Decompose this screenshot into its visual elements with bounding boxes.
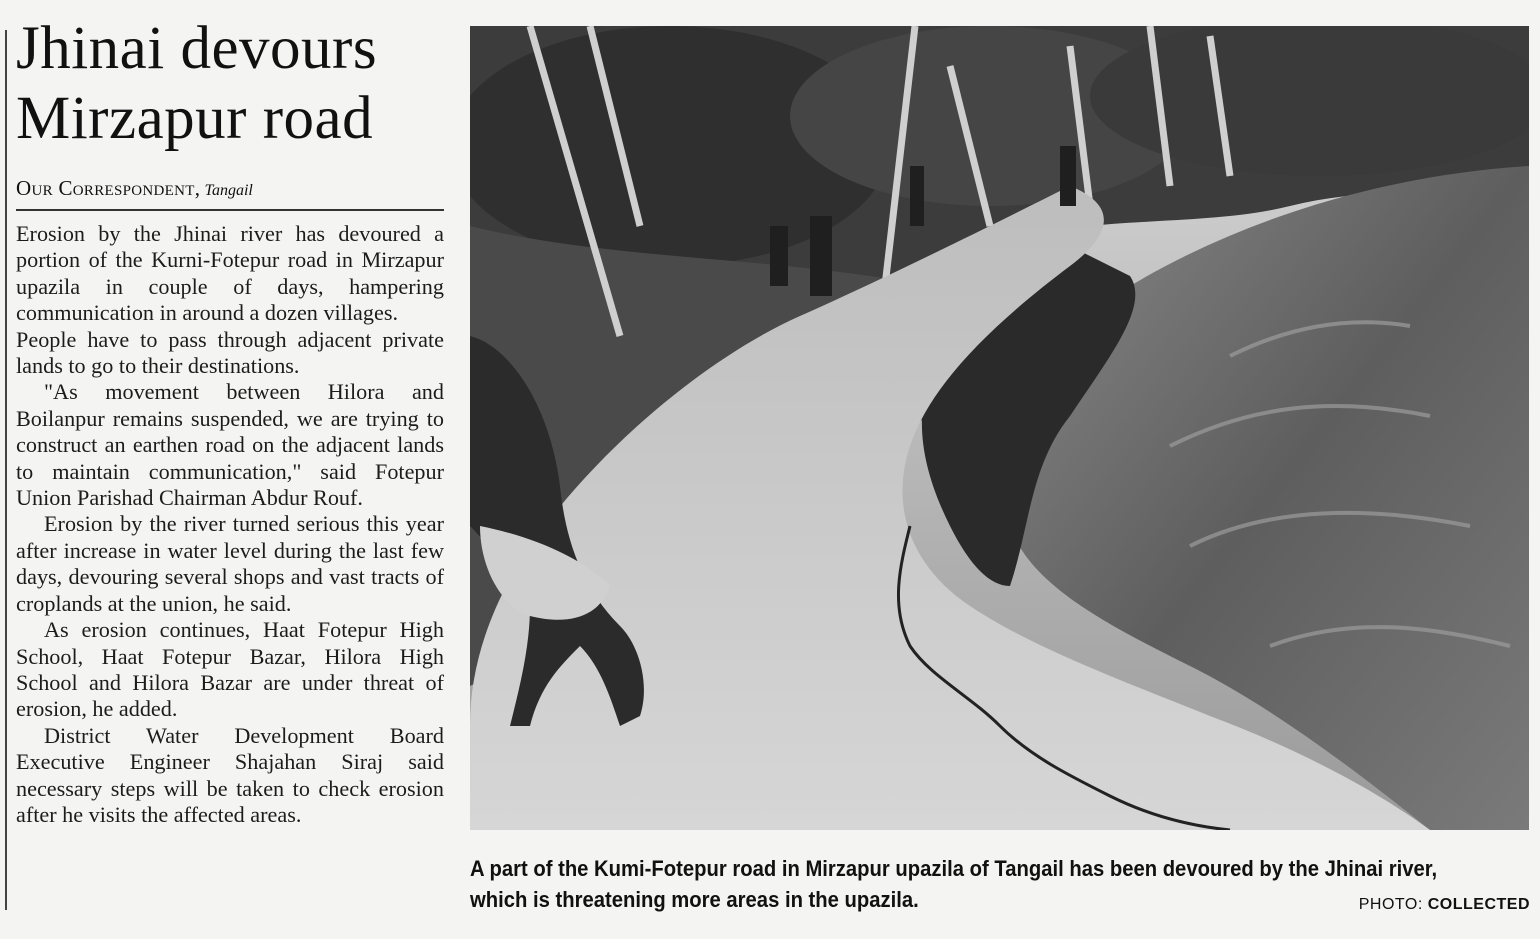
byline <box>16 176 444 211</box>
paragraph-4: Erosion by the river turned serious this year after increase in water level during the last few days, devouring several shops and vast tracts of croplands at the union, he said. <box>16 511 444 616</box>
photo-caption: A part of the Kumi-Fotepur road in Mirzapur upazila of Tangail has been devoured by the Jhinai river, which is threatening more areas in the upazila. <box>470 856 1438 912</box>
credit-source: COLLECTED <box>1427 896 1530 913</box>
paragraph-5: As erosion continues, Haat Fotepur High School, Haat Fotepur Bazar, Hilora High School and Hilora Bazar are under threat of erosion, he added. <box>16 617 444 722</box>
paragraph-1: Erosion by the Jhinai river has devoured a portion of the Kurni-Fotepur road in Mirzapur upazila in couple of days, hampering communication in around a dozen villages. <box>16 221 444 326</box>
article-body <box>16 221 444 828</box>
headline-line-1: Jhinai devours <box>16 15 378 82</box>
headline <box>16 14 444 154</box>
news-photo <box>470 26 1529 830</box>
byline-location: Tangail <box>204 182 253 199</box>
eroded-road-photo <box>470 26 1529 830</box>
byline-author: Our Correspondent, <box>16 176 201 200</box>
credit-label: PHOTO: <box>1358 896 1423 913</box>
article <box>16 14 444 828</box>
paragraph-6: District Water Development Board Executive Engineer Shajahan Siraj said necessary steps will be taken to check erosion after he visits the affected areas. <box>16 722 444 827</box>
paragraph-3: "As movement between Hilora and Boilanpur remains suspended, we are trying to construct an earthen road on the adjacent lands to maintain communication," said Fotepur Union Parishad Chairman Abdur Rouf. <box>16 379 444 511</box>
photo-credit <box>1359 896 1530 914</box>
headline-line-2: Mirzapur road <box>16 85 374 152</box>
column-rule <box>5 30 7 910</box>
paragraph-2: People have to pass through adjacent private lands to go to their destinations. <box>16 326 444 379</box>
